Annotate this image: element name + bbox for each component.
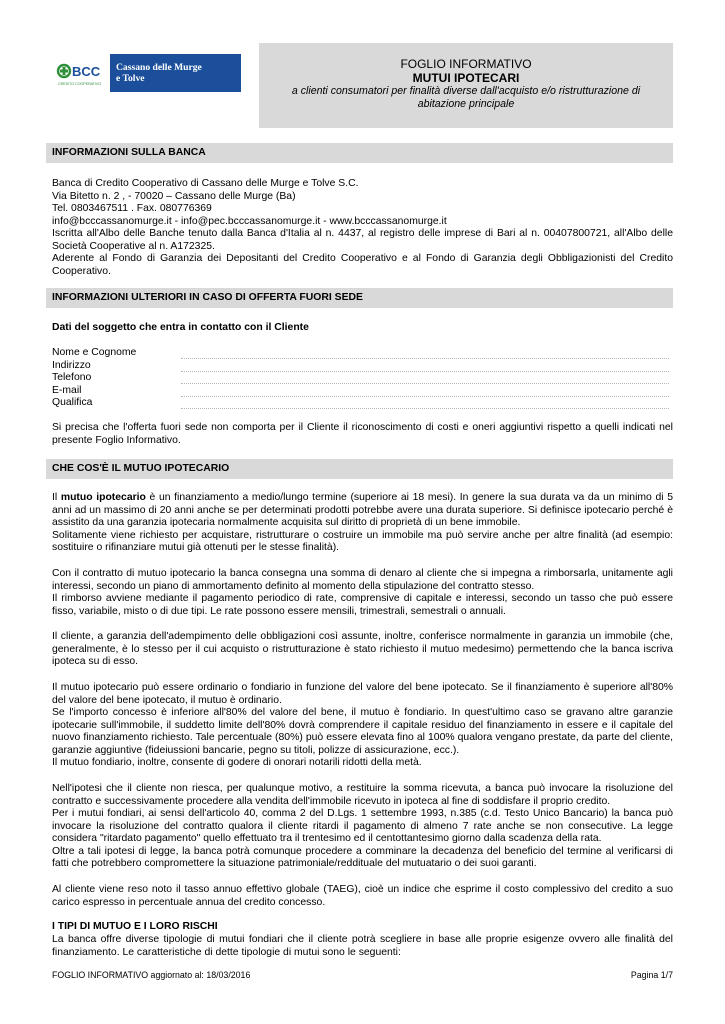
qualifica-field[interactable] [181, 408, 669, 409]
bank-logo-name-line1: Cassano delle Murge [116, 62, 202, 73]
footer-update-date: FOGLIO INFORMATIVO aggiornato al: 18/03/2016 [52, 970, 251, 980]
mutuo-risks-title: I TIPI DI MUTUO E I LORO RISCHI [52, 921, 218, 932]
section-offsite-title: INFORMAZIONI ULTERIORI IN CASO DI OFFERTA FUORI SEDE [46, 288, 673, 308]
bank-info-line: info@bcccassanomurge.it - info@pec.bcccassanomurge.it - www.bcccassanomurge.it [52, 215, 447, 227]
mutuo-paragraph: Il mutuo ipotecario può essere ordinario o fondiario in funzione del valore del bene ipotecato. Se il finanziamento è superiore all'80% del valore del bene ipotecato, il mutuo è ordinario. [52, 682, 673, 706]
field-label: E-mail [52, 384, 82, 396]
mutuo-paragraph: Il mutuo fondiario, inoltre, consente di godere di onorari notarili ridotti della metà. [52, 757, 422, 768]
mutuo-paragraph: Al cliente viene reso noto il tasso annuo effettivo globale (TAEG), cioè un indice che esprime il costo complessivo del credito a suo carico espresso in percentuale annua del credito concesso. [52, 884, 673, 908]
offsite-note: Si precisa che l'offerta fuori sede non comporta per il Cliente il riconoscimento di costi e oneri aggiuntivi rispetto a quelli indicati nel presente Foglio Informativo. [52, 422, 673, 446]
form-row-qualifica [52, 397, 669, 410]
bank-info-block [52, 178, 673, 278]
bank-info-line: Banca di Credito Cooperativo di Cassano delle Murge e Tolve S.C. [52, 178, 359, 189]
form-row-telefono [52, 372, 669, 385]
bank-info-line: Via Bitetto n. 2 , - 70020 – Cassano delle Murge (Ba) [52, 190, 296, 202]
document-subtitle-bold: MUTUI IPOTECARI [412, 71, 520, 85]
bank-logo-name [110, 62, 202, 84]
section-mutuo-title: CHE COS'È IL MUTUO IPOTECARIO [46, 459, 673, 479]
mutuo-paragraph: Con il contratto di mutuo ipotecario la banca consegna una somma di denaro al cliente che si impegna a rimborsarla, unitamente agli interessi, secondo un piano di ammortamento definito al momento della stipulazione del contratto stesso. [52, 568, 673, 592]
field-label: Nome e Cognome [52, 347, 137, 358]
mutuo-guarantee [52, 631, 673, 669]
mutuo-default [52, 783, 673, 871]
form-row-email [52, 385, 669, 398]
mutuo-paragraph: Per i mutui fondiari, ai sensi dell'articolo 40, comma 2 del D.Lgs. 1 settembre 1993, n.385 (c.d. Testo Unico Bancario) la banca può invocare la risoluzione del contratto qualora il cliente ritardi il pagamento di almeno 7 rate anche se non consecutive. La legge considera "ritardato pagamento" quello effettuato tra il trentesimo ed il centottantesimo giorno dalla scadenza della rata. [52, 808, 673, 844]
mutuo-paragraph: Oltre a tali ipotesi di legge, la banca potrà comunque procedere a comminare la decadenza del beneficio del termine al verificarsi di fatti che potrebbero compromettere la situazione patrimoniale/reddituale del mutuatario o dei suoi garanti. [52, 845, 673, 869]
bank-info-line: Aderente al Fondo di Garanzia dei Depositanti del Credito Cooperativo e al Fondo di Garanzia degli Obbligazionisti del Credito Cooperativo. [52, 253, 673, 277]
form-row-nome [52, 347, 669, 360]
mutuo-paragraph [52, 492, 673, 530]
text-fragment: è un finanziamento a medio/lungo termine (superiore ai 18 mesi). In genere la sua durata va da un minimo di 5 anni ad un massimo di 20 anni anche se per determinati prodotti potrebbe avere una durata superiore. Si definisce ipotecario perché è assistito da una garanzia ipotecaria normalmente acquisita sul diritto di proprietà di un bene immobile. [52, 492, 673, 528]
svg-text:BCC: BCC [72, 64, 101, 79]
page-number: Pagina 1/7 [630, 970, 673, 980]
mutuo-taeg [52, 884, 673, 909]
mutuo-risks-intro [52, 934, 673, 959]
mutuo-paragraph: Il rimborso avviene mediante il pagamento periodico di rate, comprensive di capitale e interessi, secondo un tasso che può essere fisso, variabile, misto o di due tipi. Le rate possono essere mensili, trimestrali, semestrali o annuali. [52, 593, 673, 617]
section-bank-title: INFORMAZIONI SULLA BANCA [46, 143, 673, 163]
mutuo-paragraph: Il cliente, a garanzia dell'adempimento delle obbligazioni così assunte, inoltre, conferisce normalmente in garanzia un immobile (che, generalmente, è lo stesso per il cui acquisto o ristrutturazione è stato richiesto il mutuo medesimo) permettendo che la banca iscriva ipoteca su di esso. [52, 631, 673, 667]
mutuo-types [52, 682, 673, 770]
mutuo-definition [52, 492, 673, 555]
bank-logo-name-line2: e Tolve [116, 73, 145, 84]
bank-info-line: Iscritta all'Albo delle Banche tenuto dalla Banca d'Italia al n. 4437, al registro delle imprese di Bari al n. 00407800721, all'Albo delle Società Cooperative al n. A172325. [52, 228, 673, 252]
field-label: Indirizzo [52, 359, 91, 371]
field-label: Telefono [52, 372, 92, 383]
document-title-box [259, 43, 673, 128]
mutuo-paragraph: Nell'ipotesi che il cliente non riesca, per qualunque motivo, a restituire la somma ricevuta, a banca può invocare la risoluzione del contratto e successivamente procedere alla vendita dell'immobile ricevuto in ipoteca al fine di soddisfare il proprio credito. [52, 783, 673, 807]
bcc-logo-mark [52, 54, 110, 92]
mutuo-paragraph: La banca offre diverse tipologie di mutui fondiari che il cliente potrà scegliere in base alle proprie esigenze ovvero alle finalità del finanziamento. Le caratteristiche di dette tipologie di mutui sono le seguenti: [52, 934, 673, 958]
text-fragment: Il [52, 492, 61, 503]
document-subtitle: a clienti consumatori per finalità diverse dall'acquisto e/o ristrutturazione di abitazione principale [291, 85, 641, 110]
svg-text:CREDITO COOPERATIVO: CREDITO COOPERATIVO [58, 82, 102, 86]
mutuo-paragraph: Solitamente viene richiesto per acquistare, ristrutturare o costruire un immobile ma può servire anche per altre finalità (ad esempio: sostituire o rifinanziare mutui già ottenuti per le stesse finalità). [52, 529, 673, 553]
offsite-subtitle: Dati del soggetto che entra in contatto con il Cliente [52, 322, 309, 333]
field-label: Qualifica [52, 397, 93, 408]
document-title: FOGLIO INFORMATIVO [400, 57, 532, 71]
bank-logo [52, 54, 241, 92]
bcc-emblem-icon [56, 58, 108, 88]
form-row-indirizzo [52, 360, 669, 373]
mutuo-paragraph: Se l'importo concesso è inferiore all'80% del valore del bene, il mutuo è fondiario. In quest'ultimo caso se gravano altre garanzie ipotecarie sull'immobile, il suddetto limite dell'80% dovrà comprendere il capitale residuo del finanziamento in essere e il capitale del nuovo finanziamento richiesto. Tale percentuale (80%) può essere elevata fino al 100% qualora vengano prestate, da parte del cliente, garanzie aggiuntive (fideiussioni bancarie, pegno su titoli, polizze di assicurazione, ecc.). [52, 707, 673, 756]
mutuo-contract [52, 568, 673, 618]
bank-info-line: Tel. 0803467511 . Fax. 080776369 [52, 203, 212, 214]
mutuo-ipotecario-term: mutuo ipotecario [60, 492, 146, 503]
